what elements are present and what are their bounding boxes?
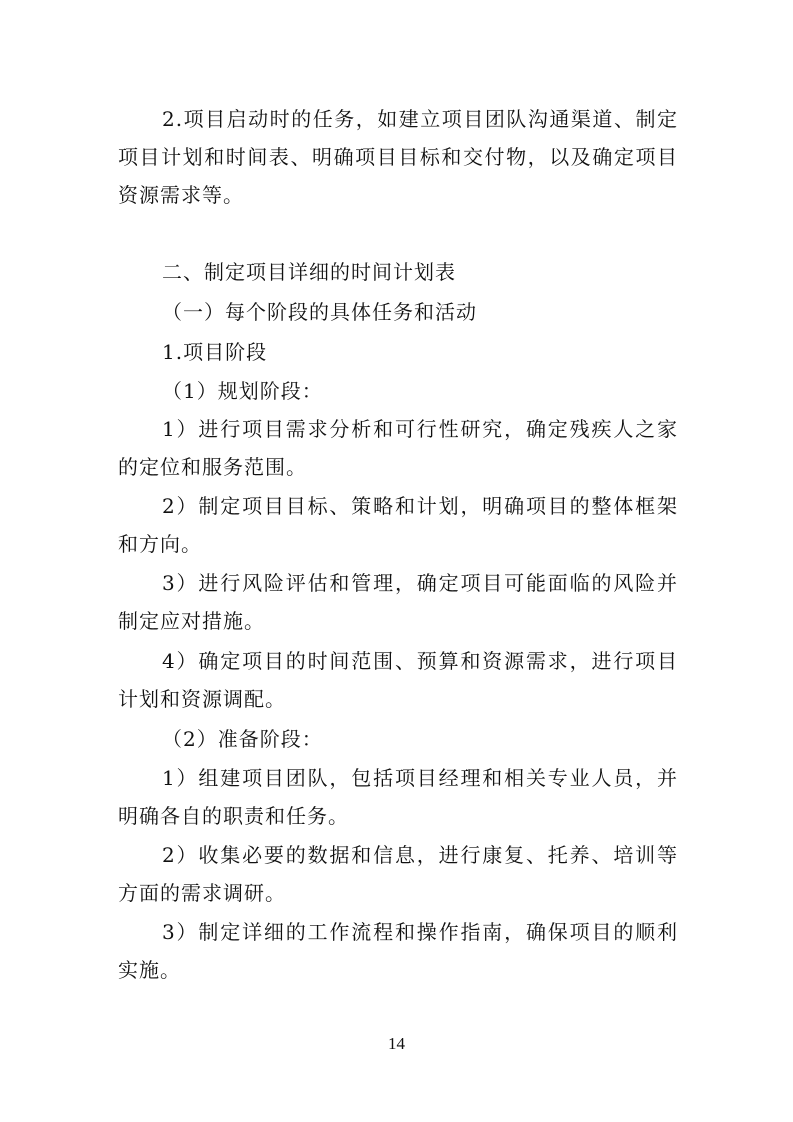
planning-item-1: 1）进行项目需求分析和可行性研究，确定残疾人之家的定位和服务范围。 — [118, 417, 678, 479]
stage-heading-preparation: （2）准备阶段： — [162, 727, 323, 751]
section-heading-detailed-schedule: 二、制定项目详细的时间计划表 — [162, 260, 456, 284]
planning-item-2: 2）制定项目目标、策略和计划，明确项目的整体框架和方向。 — [118, 494, 678, 556]
planning-item-4: 4）确定项目的时间范围、预算和资源需求，进行项目计划和资源调配。 — [118, 649, 678, 711]
subsection-heading-stage-tasks: （一）每个阶段的具体任务和活动 — [162, 300, 477, 324]
preparation-item-3: 3）制定详细的工作流程和操作指南，确保项目的顺利实施。 — [118, 920, 678, 982]
planning-item-3: 3）进行风险评估和管理，确定项目可能面临的风险并制定应对措施。 — [118, 571, 678, 633]
item-heading-project-stages: 1.项目阶段 — [162, 340, 268, 364]
stage-heading-planning: （1）规划阶段： — [162, 379, 323, 403]
preparation-item-1: 1）组建项目团队，包括项目经理和相关专业人员，并明确各自的职责和任务。 — [118, 766, 678, 828]
paragraph-startup-tasks: 2.项目启动时的任务，如建立项目团队沟通渠道、制定项目计划和时间表、明确项目目标和交付物，以及确定项目资源需求等。 — [118, 107, 678, 207]
page-number: 14 — [388, 1034, 405, 1053]
preparation-item-2: 2）收集必要的数据和信息，进行康复、托养、培训等方面的需求调研。 — [118, 843, 678, 905]
